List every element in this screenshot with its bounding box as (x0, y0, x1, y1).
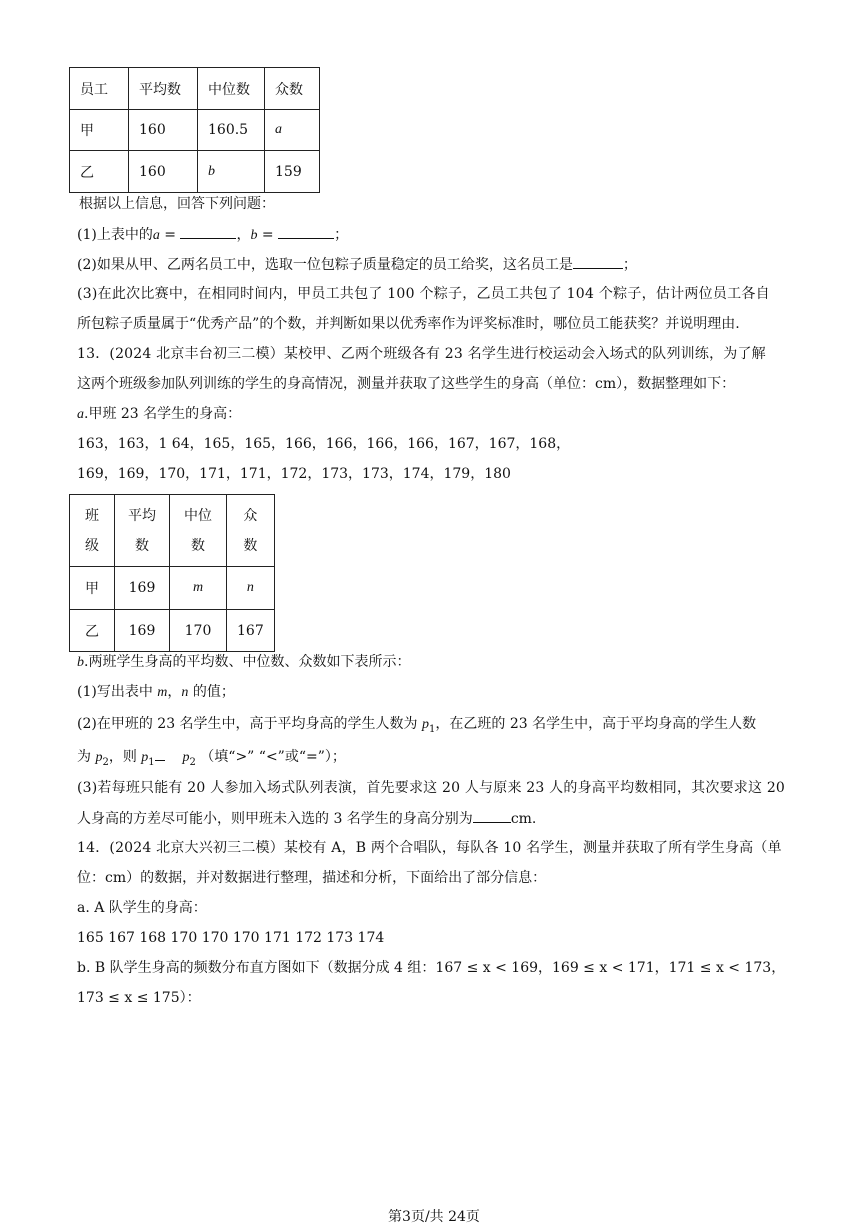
table-cell: 乙 (70, 151, 129, 193)
text-run: 为 (77, 749, 96, 765)
header-text: 众 (243, 507, 258, 524)
table-row (70, 110, 320, 151)
text-run: (2)在甲班的 23 名学生中，高于平均身高的学生人数为 (77, 716, 422, 732)
q12-intro: 根据以上信息，回答下列问题： (79, 196, 275, 212)
table-cell: m (170, 567, 227, 610)
table-cell: 170 (170, 610, 227, 652)
table-cell: 160 (129, 110, 198, 151)
q13-a-heading (77, 404, 241, 425)
answer-blank (180, 224, 236, 239)
text-run: cm. (510, 811, 537, 827)
subscript: 2 (189, 756, 196, 768)
answer-blank (473, 808, 511, 823)
q14-b-line1: b. B 队学生身高的频数分布直方图如下（数据分成 4 组：167 ≤ x < 169，169 ≤ x < 171，171 ≤ x < 173， (77, 960, 786, 976)
spacer (165, 749, 183, 765)
text-run: 人身高的方差尽可能小，则甲班未入选的 3 名学生的身高分别为 (77, 811, 473, 827)
q14-a-data: 165 167 168 170 170 170 171 172 173 174 (77, 930, 385, 946)
var-p: p (422, 717, 429, 732)
label-a: a (77, 407, 84, 422)
var-p: p (182, 750, 190, 765)
q12-part1 (77, 224, 348, 246)
table-cell (115, 495, 170, 567)
header-text: 中位 (184, 507, 212, 524)
table-cell: a (265, 110, 320, 151)
table-cell: 众数 (265, 68, 320, 110)
end-mark: ； (622, 257, 637, 273)
answer-blank (278, 224, 334, 239)
table-cell: 员工 (70, 68, 129, 110)
q12-part1-prefix: (1)上表中的 (77, 227, 153, 243)
var-p: p (95, 750, 103, 765)
table-cell: n (227, 567, 275, 610)
q13-part1 (77, 682, 235, 703)
q13-part3-line1: (3)若每班只能有 20 人参加入场式队列表演，首先要求这 20 人与原来 23 人的身高平均数相同，其次要求这 20 (77, 780, 786, 796)
subscript: 2 (102, 756, 109, 768)
table-cell: 乙 (70, 610, 115, 652)
table-cell: 160.5 (198, 110, 265, 151)
q13-data-line1: 163，163，1 64，165，165，166，166，166，166，167，167，168， (77, 436, 571, 452)
answer-blank (155, 746, 165, 761)
class-stats-table (69, 494, 275, 652)
table-row (70, 610, 275, 652)
text-run: （填“>” “<”或“=”）； (195, 749, 346, 765)
table-cell: 167 (227, 610, 275, 652)
q13-a-text: .甲班 23 名学生的身高： (84, 406, 242, 422)
header-text: 级 (85, 537, 99, 554)
q12-part3-line1: (3)在此次比赛中，在相同时间内，甲员工共包了 100 个粽子，乙员工共包了 104 个粽子，估计两位员工各自 (77, 286, 770, 302)
table-cell: 169 (115, 567, 170, 610)
var-n: n (181, 685, 189, 700)
table-cell: 平均数 (129, 68, 198, 110)
table-cell: 中位数 (198, 68, 265, 110)
table-cell (170, 495, 227, 567)
q14-b-line2: 173 ≤ x ≤ 175）： (77, 990, 201, 1006)
q13-stem-line1: 13．(2024 北京丰台初三二模）某校甲、乙两个班级各有 23 名学生进行校运动会入场式的队列训练，为了解 (77, 346, 766, 362)
q12-part2 (77, 254, 637, 275)
label-b: b (77, 655, 84, 670)
var-a: a (152, 228, 160, 243)
header-text: 数 (191, 537, 205, 554)
q13-part2-line1 (77, 714, 756, 740)
text-run: ，在乙班的 23 名学生中，高于平均身高的学生人数 (435, 716, 757, 732)
q13-part3-line2 (77, 808, 536, 829)
table-cell (227, 495, 275, 567)
separator: ， (167, 684, 182, 700)
q13-part1-prefix: (1)写出表中 (77, 684, 158, 700)
page-footer: 第3页/共 24页 (388, 1209, 480, 1225)
table-cell: 甲 (70, 110, 129, 151)
q13-b-heading (77, 652, 410, 673)
var-p: p (141, 750, 149, 765)
q12-part2-text: (2)如果从甲、乙两名员工中，选取一位包粽子质量稳定的员工给奖，这名员工是 (77, 257, 573, 273)
table-cell: 159 (265, 151, 320, 193)
separator: ， (236, 227, 251, 243)
q13-stem-line2: 这两个班级参加队列训练的学生的身高情况，测量并获取了这些学生的身高（单位：cm），数据整理如下： (77, 376, 736, 392)
table-header-row (70, 68, 320, 110)
table-row (70, 151, 320, 193)
table-cell: b (198, 151, 265, 193)
end-mark: ； (334, 227, 349, 243)
text-run: ，则 (108, 749, 142, 765)
q13-part1-end: 的值； (188, 684, 235, 700)
equals-sign: = (159, 227, 181, 243)
q13-part2-line2 (77, 746, 346, 773)
header-text: 数 (243, 537, 258, 554)
subscript: 1 (429, 723, 436, 735)
answer-blank (573, 254, 623, 269)
table-cell: 160 (129, 151, 198, 193)
subscript: 1 (148, 756, 155, 768)
equals-sign: = (257, 227, 279, 243)
q14-a-heading: a. A 队学生的身高： (77, 900, 207, 916)
q14-stem-line2: 位：cm）的数据，并对数据进行整理，描述和分析，下面给出了部分信息： (77, 870, 547, 886)
header-text: 班 (85, 507, 99, 524)
table-cell (70, 495, 115, 567)
header-text: 平均 (128, 507, 156, 524)
table-cell: 169 (115, 610, 170, 652)
q12-part3-line2: 所包粽子质量属于“优秀产品”的个数，并判断如果以优秀率作为评奖标准时，哪位员工能获奖？并说明理由. (77, 316, 740, 332)
table-row (70, 567, 275, 610)
q14-stem-line1: 14．(2024 北京大兴初三二模）某校有 A，B 两个合唱队，每队各 10 名学生，测量并获取了所有学生身高（单 (77, 840, 782, 856)
var-b: b (250, 228, 258, 243)
employee-stats-table (69, 67, 320, 193)
table-header-row (70, 495, 275, 567)
var-m: m (157, 685, 168, 700)
header-text: 数 (135, 537, 149, 554)
table-cell: 甲 (70, 567, 115, 610)
q13-data-line2: 169，169，170，171，171，172，173，173，174，179，180 (77, 466, 511, 482)
q13-b-text: .两班学生身高的平均数、中位数、众数如下表所示： (84, 654, 411, 670)
